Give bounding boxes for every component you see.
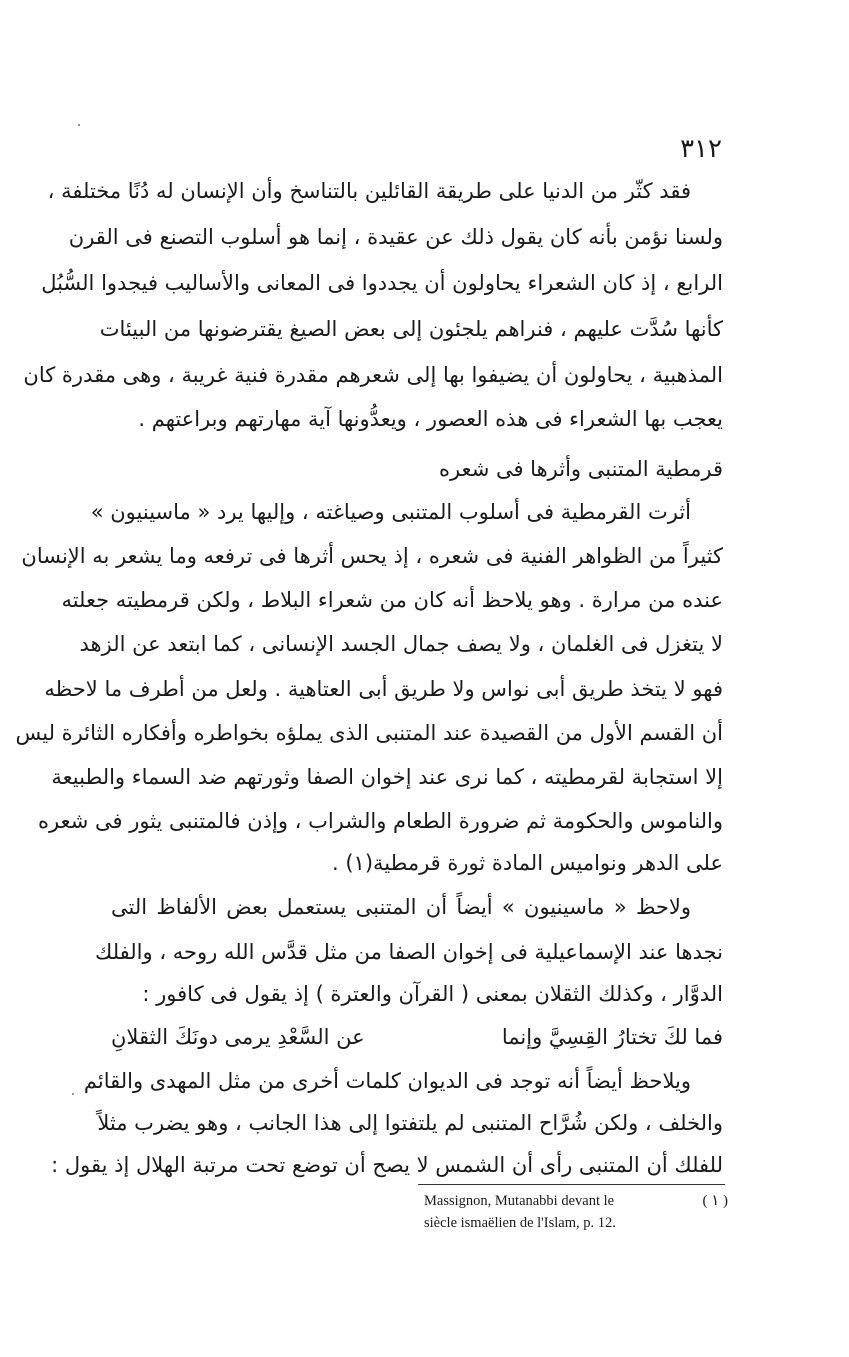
section-heading: قرمطية المتنبى وأثرها فى شعره <box>438 457 723 481</box>
paragraph-3-line: الدوَّار ، وكذلك الثقلان بمعنى ( القرآن والعترة ) إذ يقول فى كافور : <box>142 982 723 1006</box>
scan-speck <box>78 124 80 126</box>
paragraph-1-line: ولسنا نؤمن بأنه كان يقول ذلك عن عقيدة ، إنما هو أسلوب التصنع فى القرن <box>68 225 723 249</box>
footnote-line: siècle ismaëlien de l'Islam, p. 12. <box>424 1215 616 1231</box>
poem-verse <box>111 1022 723 1056</box>
footnote-line: Massignon, Mutanabbi devant le <box>424 1193 615 1209</box>
footnote <box>424 1190 728 1234</box>
scan-speck <box>72 1093 74 1095</box>
paragraph-3-line: ولاحظ « ماسينيون » أيضاً أن المتنبى يستعمل بعض الألفاظ التى <box>111 895 691 919</box>
paragraph-2-line: فهو لا يتخذ طريق أبى نواس ولا طريق أبى العتاهية . ولعل من أطرف ما لاحظه <box>44 677 723 701</box>
paragraph-2-line: أن القسم الأول من القصيدة عند المتنبى الذى يملؤه بخواطره وأفكاره الثائرة ليس <box>15 721 723 745</box>
paragraph-4-line: والخلف ، ولكن شُرَّاح المتنبى لم يلتفتوا إلى هذا الجانب ، وهو يضرب مثلاً <box>97 1111 723 1135</box>
paragraph-3-line: نجدها عند الإسماعيلية فى إخوان الصفا من مثل قدَّس الله روحه ، والفلك <box>95 940 723 964</box>
paragraph-1-line: يعجب بها الشعراء فى هذه العصور ، ويعدُّونها آية مهارتهم وبراعتهم . <box>138 407 723 431</box>
footnote-rule <box>418 1184 725 1185</box>
verse-hemistich-second: عن السَّعْدِ يرمى دونَكَ الثقلانِ <box>111 1025 365 1049</box>
paragraph-2-line: لا يتغزل فى الغلمان ، ولا يصف جمال الجسد الإنسانى ، كما ابتعد عن الزهد <box>79 632 723 656</box>
verse-hemistich-first: فما لكَ تختارُ القِسِيَّ وإنما <box>501 1025 723 1049</box>
paragraph-4-line: ويلاحظ أيضاً أنه توجد فى الديوان كلمات أخرى من مثل المهدى والقائم <box>83 1069 691 1093</box>
paragraph-2-line: على الدهر ونواميس المادة ثورة قرمطية(١) . <box>332 851 723 875</box>
paragraph-1-line: الرابع ، إذ كان الشعراء يحاولون أن يجددوا فى المعانى والأساليب فيجدوا السُّبُل <box>41 271 723 295</box>
paragraph-2-line: أثرت القرمطية فى أسلوب المتنبى وصياغته ، وإليها يرد « ماسينيون » <box>90 500 691 524</box>
paragraph-1-line: المذهبية ، يحاولون أن يضيفوا بها إلى شعرهم مقدرة فنية غريبة ، وهى مقدرة كان <box>23 363 723 387</box>
paragraph-4-line: للفلك أن المتنبى رأى أن الشمس لا يصح أن توضع تحت مرتبة الهلال إذ يقول : <box>51 1153 723 1177</box>
paragraph-2-line: إلا استجابة لقرمطيته ، كما نرى عند إخوان الصفا وثورتهم ضد السماء والطبيعة <box>51 765 723 789</box>
paragraph-2-line: والناموس والحكومة ثم ضرورة الطعام والشراب ، وإذن فالمتنبى يثور فى شعره <box>37 809 723 833</box>
paragraph-1-line: فقد كثّر من الدنيا على طريقة القائلين بالتناسخ وأن الإنسان له دُنًا مختلفة ، <box>47 179 691 203</box>
paragraph-1-line: كأنها سُدَّت عليهم ، فنراهم يلجئون إلى بعض الصيغ يقترضونها من البيئات <box>99 317 723 341</box>
paragraph-2-line: كثيراً من الظواهر الفنية فى شعره ، إذ يحس أثرها فى ترفعه وما يشعر به الإنسان <box>21 544 723 568</box>
page-number: ٣١٢ <box>680 134 722 164</box>
footnote-number: ( ١ ) <box>702 1193 728 1209</box>
paragraph-2-line: عنده من مرارة . وهو يلاحظ أنه كان من شعراء البلاط ، ولكن قرمطيته جعلته <box>61 588 723 612</box>
